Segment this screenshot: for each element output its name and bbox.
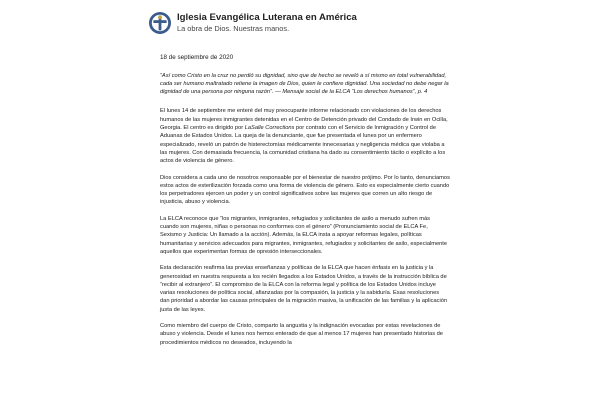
paragraph-5: Como miembro del cuerpo de Cristo, comparto la angustia y la indignación evocadas por estas revelaciones de abuso y violencia. Desde el lunes nos hemos enterado de que al menos 17 mujeres han presentado historias de procedimientos médicos no deseados, incluyendo la	[160, 323, 443, 346]
elca-cross-icon	[148, 11, 172, 35]
paragraph-1-emphasis: LaSalle Corrections	[244, 125, 295, 132]
paragraph-1-text-b: por contrato con el Servicio de Inmigración y Control de Aduanas de Estados Unidos. La queja de la denunciante, que fue presentada el lunes por un enfermero especializado, reveló un patrón de histerectomías médicamente innecesarias y negligencia médica que violaba a las mujeres. Con demasiada frecuencia, la comunidad cristiana ha dado su consentimiento tácito o explícito a los actos de violencia de género.	[160, 125, 446, 165]
letter-date: 18 de septiembre de 2020	[160, 54, 234, 61]
paragraph-1-text-a: El lunes 14 de septiembre me enteré del muy preocupante informe relacionado con violaciones de los derechos humanos de las mujeres inmigrantes detenidas en el Centro de Detención privado del Condado de Irwin en Ocilla, Georgia. El centro es dirigido por	[160, 108, 448, 132]
paragraph-4: Esta declaración reafirma las previas enseñanzas y políticas de la ELCA que hacen énfasis en la justicia y la generosidad en nuestra respuesta a los recién llegados a los Estados Unidos, a través de la instrucción bíblica de “recibir al extranjero”. El compromiso de la ELCA con la reforma legal y política de los Estados Unidos incluye varias resoluciones de política social, afianzadas por la compasión, la justicia y la sabiduría. Esas resoluciones dan prioridad a abordar las causas principales de la migración masiva, la unificación de las familias y la aplicación justa de las leyes.	[160, 265, 448, 313]
organization-tagline: La obra de Dios. Nuestras manos.	[177, 24, 290, 33]
paragraph-1	[160, 107, 450, 165]
letterhead	[148, 9, 357, 37]
letter-body	[160, 54, 450, 355]
opening-quote: “Así como Cristo en la cruz no perdió su dignidad, sino que de hecho se reveló a sí mismo en total vulnerabilidad, cada ser humano maltratado retiene la imagen de Dios, quien le confiere dignidad. Una sociedad no debe negar la dignidad de una persona por ninguna razón”. — Mensaje social de la ELCA “Los derechos humanos”, p. 4	[160, 72, 449, 96]
paragraph-2: Dios considera a cada uno de nosotros responsable por el bienestar de nuestro prójimo. Por lo tanto, denunciamos estos actos de esterilización forzada como una forma de violencia de género. Esto es especialmente cierto cuando los perpetradores ejercen un poder y un control significativos sobre las mujeres que corren un alto riesgo de injusticia, abuso y violencia.	[160, 174, 450, 206]
brand-block	[177, 12, 357, 34]
organization-name: Iglesia Evangélica Luterana en América	[177, 12, 357, 23]
paragraph-3: La ELCA reconoce que “los migrantes, inmigrantes, refugiados y solicitantes de asilo a menudo sufren más cuando son mujeres, niñas o personas no conformes con el género” (Pronunciamiento social de ELCA Fe, Sexismo y Justicia: Un llamado a la acción). Además, la ELCA insta a apoyar reformas legales, políticas humanitarias y servicios adecuados para migrantes, inmigrantes, refugiados y solicitantes de asilo, especialmente aquellos que experimentan formas de opresión interseccionales.	[160, 215, 448, 255]
